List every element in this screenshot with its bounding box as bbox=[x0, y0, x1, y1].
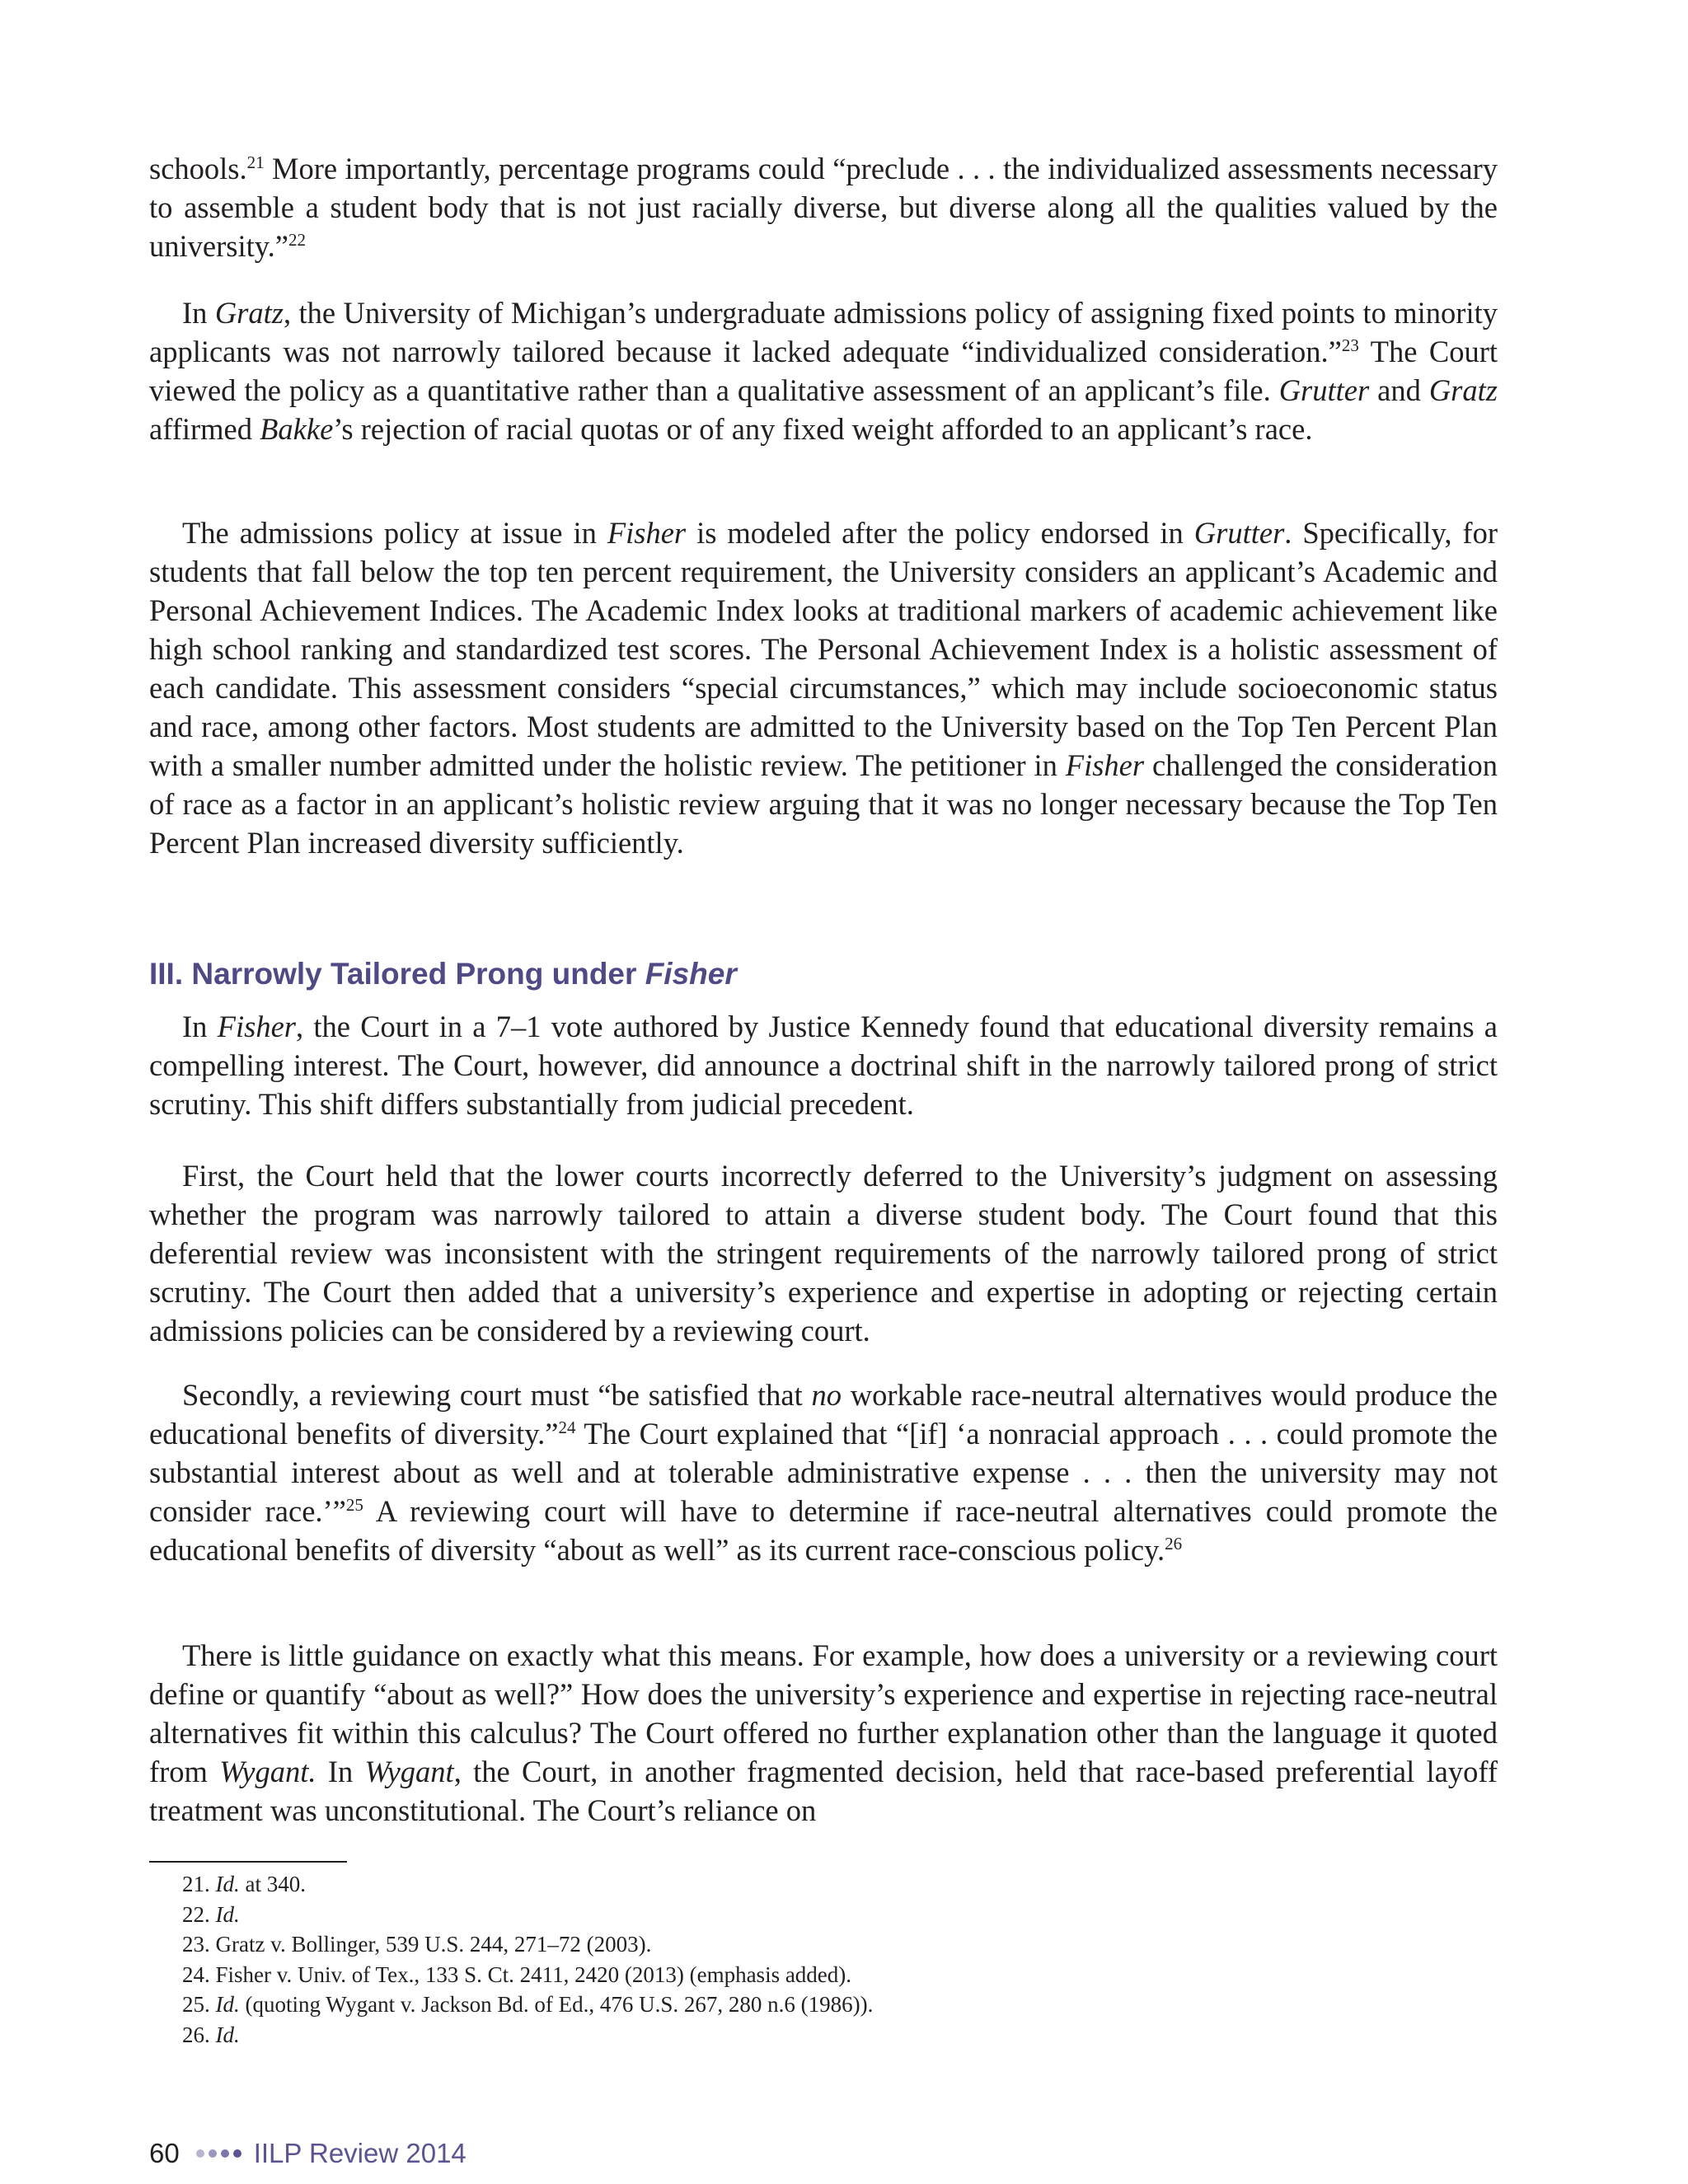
paragraph-5: First, the Court held that the lower courts incorrectly deferred to the University’s judgment on assessing whether the program was narrowly tailored to attain a diverse student body. The Court found that this deferential review was inconsistent with the stringent requirements of the narrowly tailored prong of strict scrutiny. The Court then added that a university’s experience and expertise in adopting or rejecting certain admissions policies can be considered by a reviewing court. bbox=[149, 1159, 1498, 1347]
dot-icon bbox=[233, 2149, 241, 2158]
dot-icon bbox=[196, 2149, 204, 2158]
footnote-23: 23. Gratz v. Bollinger, 539 U.S. 244, 271–72 (2003). bbox=[182, 1932, 652, 1957]
dot-icon bbox=[209, 2149, 217, 2158]
footnote-ref-23[interactable]: 23 bbox=[1341, 335, 1359, 355]
paragraph-3: The admissions policy at issue in Fisher is modeled after the policy endorsed in Grutter. Specifically, for students that fall below the top ten percent requirement, the University considers an applicant’s Academic and Personal Achievement Indices. The Academic Index looks at traditional markers of academic achievement like high school ranking and standardized test scores. The Personal Achievement Index is a holistic assessment of each candidate. This assessment considers “special circumstances,” which may include socioeconomic status and race, among other factors. Most students are admitted to the University based on the Top Ten Percent Plan with a smaller number admitted under the holistic review. The petitioner in Fisher challenged the consideration of race as a factor in an applicant’s holistic review arguing that it was no longer necessary because the Top Ten Percent Plan increased diversity sufficiently. bbox=[149, 516, 1498, 860]
section-heading: III. Narrowly Tailored Prong under Fisher bbox=[149, 957, 737, 991]
footnote-ref-21[interactable]: 21 bbox=[246, 152, 265, 172]
footnote-24: 24. Fisher v. Univ. of Tex., 133 S. Ct. 2411, 2420 (2013) (emphasis added). bbox=[182, 1961, 852, 1987]
publication-title: IILP Review 2014 bbox=[253, 2138, 467, 2168]
paragraph-1: schools.$^{21}$ More importantly, percentage programs could “preclude . . . the individualized assessments necessary to assemble a student body that is not just racially diverse, but diverse along all the qualities valued by the university.”$^{22}$ bbox=[149, 152, 1498, 263]
footnote-22: 22. Id. bbox=[182, 1901, 240, 1927]
page-number: 60 bbox=[149, 2138, 180, 2168]
paragraph-2: In Gratz, the University of Michigan’s undergraduate admissions policy of assigning fixed points to minority applicants was not narrowly tailored because it lacked adequate “individualized consideration.”$^{23}$ The Court viewed the policy as a quantitative rather than a qualitative assessment of an applicant’s file. Grutter and Gratz affirmed Bakke’s rejection of racial quotas or of any fixed weight afforded to an applicant’s race. bbox=[149, 296, 1498, 446]
footnote-ref-22[interactable]: 22 bbox=[288, 230, 306, 250]
footnote-ref-24[interactable]: 24 bbox=[558, 1418, 576, 1437]
footnotes bbox=[182, 1869, 1418, 2050]
paragraph-6: Secondly, a reviewing court must “be satisfied that no workable race-neutral alternatives would produce the educational benefits of diversity.”$^{24}$ The Court explained that “[if] ‘a nonracial approach . . . could promote the substantial interest about as well and at tolerable administrative expense . . . then the university may not consider race.’”$^{25}$ A reviewing court will have to determine if race-neutral alternatives could promote the educational benefits of diversity “about as well” as its current race-conscious policy.$^{26}$ bbox=[149, 1378, 1498, 1567]
footnote-26: 26. Id. bbox=[182, 2022, 240, 2047]
decorative-dots bbox=[196, 2149, 246, 2158]
paragraph-7: There is little guidance on exactly what this means. For example, how does a university or a reviewing court define or quantify “about as well?” How does the university’s experience and expertise in rejecting race-neutral alternatives fit within this calculus? The Court offered no further explanation other than the language it quoted from Wygant. In Wygant, the Court, in another fragmented decision, held that race-based preferential layoff treatment was unconstitutional. The Court’s reliance on bbox=[149, 1638, 1498, 1827]
paragraph-4: In Fisher, the Court in a 7–1 vote authored by Justice Kennedy found that educational diversity remains a compelling interest. The Court, however, did announce a doctrinal shift in the narrowly tailored prong of strict scrutiny. This shift differs substantially from judicial precedent. bbox=[149, 1010, 1498, 1121]
footnote-ref-25[interactable]: 25 bbox=[345, 1495, 363, 1515]
footnote-25: 25. Id. (quoting Wygant v. Jackson Bd. of Ed., 476 U.S. 267, 280 n.6 (1986)). bbox=[182, 1992, 874, 2017]
footnote-21: 21. Id. at 340. bbox=[182, 1872, 306, 1896]
dot-icon bbox=[221, 2149, 229, 2158]
footnote-ref-26[interactable]: 26 bbox=[1165, 1534, 1183, 1554]
footnote-divider bbox=[149, 1861, 347, 1863]
page-footer bbox=[149, 2137, 467, 2170]
